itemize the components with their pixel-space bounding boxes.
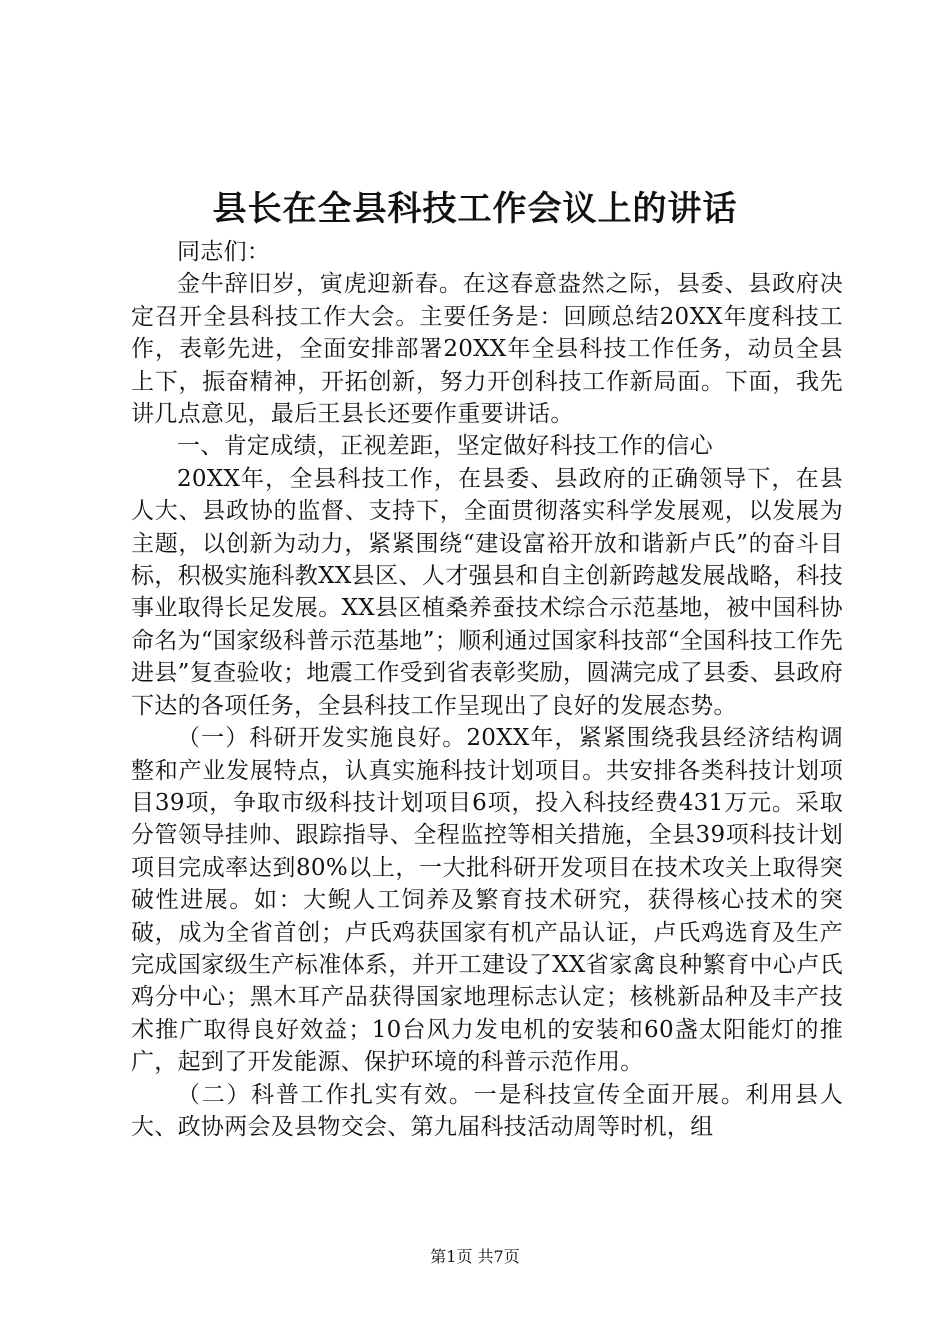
page-number-footer: 第1页 共7页 <box>430 1247 520 1266</box>
achievements-paragraph: 20XX年，全县科技工作，在县委、县政府的正确领导下，在县人大、县政协的监督、支持下，全面贯彻落实科学发展观，以发展为主题，以创新为动力，紧紧围绕“建设富裕开放和谐新卢氏”的奋斗目标，积极实施科教XX县区、人才强县和自主创新跨越发展战略，科技事业取得长足发展。XX县区植桑养蚕技术综合示范基地，被中国科协命名为“国家级科普示范基地”；顺利通过国家科技部“全国科技工作先进县”复查验收；地震工作受到省表彰奖励，圆满完成了县委、县政府下达的各项任务，全县科技工作呈现出了良好的发展态势。 <box>131 465 843 719</box>
document-body <box>131 236 843 1143</box>
greeting-paragraph: 同志们： <box>177 239 271 265</box>
section-heading-1: 一、肯定成绩，正视差距，坚定做好科技工作的信心 <box>177 433 713 460</box>
intro-paragraph: 金牛辞旧岁，寅虎迎新春。在这春意盎然之际，县委、县政府决定召开全县科技工作大会。主要任务是：回顾总结20XX年度科技工作，表彰先进，全面安排部署20XX年全县科技工作任务，动员全县上下，振奋精神，开拓创新，努力开创科技工作新局面。下面，我先讲几点意见，最后王县长还要作重要讲话。 <box>131 271 843 428</box>
research-paragraph: （一）科研开发实施良好。20XX年，紧紧围绕我县经济结构调整和产业发展特点，认真实施科技计划项目。共安排各类科技计划项目39项，争取市级科技计划项目6项，投入科技经费431万元。采取分管领导挂帅、跟踪指导、全程监控等相关措施，全县39项科技计划项目完成率达到80%以上，一大批科研开发项目在技术攻关上取得突破性进展。如：大鲵人工饲养及繁育技术研究，获得核心技术的突破，成为全省首创；卢氏鸡获国家有机产品认证，卢氏鸡选育及生产完成国家级生产标准体系，并开工建设了XX省家禽良种繁育中心卢氏鸡分中心；黑木耳产品获得国家地理标志认定；核桃新品种及丰产技术推广取得良好效益；10台风力发电机的安装和60盏太阳能灯的推广，起到了开发能源、保护环境的科普示范作用。 <box>131 725 843 1076</box>
document-title: 县长在全县科技工作会议上的讲话 <box>212 189 738 229</box>
popularization-paragraph: （二）科普工作扎实有效。一是科技宣传全面开展。利用县人大、政协两会及县物交会、第九届科技活动周等时机，组 <box>131 1081 843 1140</box>
